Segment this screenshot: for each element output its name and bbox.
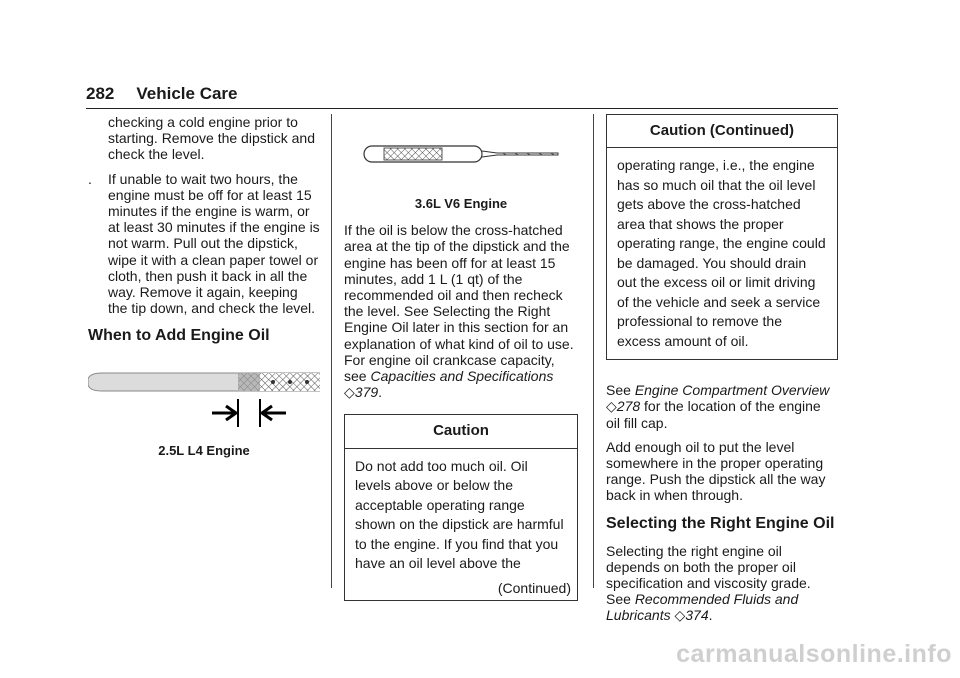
column-right xyxy=(606,114,838,632)
page-ref-icon: ◇ xyxy=(344,384,355,401)
paragraph-text: . xyxy=(708,607,713,624)
section-heading: When to Add Engine Oil xyxy=(88,327,270,345)
paragraph xyxy=(606,543,838,624)
paragraph: Add enough oil to put the level somewhere in the proper operating range. Push the dipstick all the way back in when through. xyxy=(606,438,826,504)
dipstick-figure-2-5l xyxy=(88,369,320,433)
paragraph-continued: checking a cold engine prior to starting. Remove the dipstick and check the level. xyxy=(108,114,315,163)
section-title: Vehicle Care xyxy=(136,84,238,103)
column-left xyxy=(88,114,320,460)
section-heading: Selecting the Right Engine Oil xyxy=(606,514,835,532)
cross-reference-link[interactable]: Recommended Fluids and Lubricants xyxy=(606,591,799,624)
watermark: carmanualsonline.info xyxy=(676,640,952,668)
figure-caption: 3.6L V6 Engine xyxy=(414,196,508,211)
paragraph xyxy=(606,382,838,431)
caution-title: Caution (Continued) xyxy=(607,115,837,148)
paragraph xyxy=(344,222,578,400)
bullet-marker: . xyxy=(88,170,92,187)
page-ref-number[interactable]: 379 xyxy=(354,384,379,401)
page-header xyxy=(86,84,238,104)
page-number: 282 xyxy=(86,84,115,103)
page-ref-icon: ◇ xyxy=(674,607,686,624)
column-middle xyxy=(344,114,578,601)
column-divider xyxy=(331,114,332,588)
page-ref-icon: ◇ xyxy=(606,398,617,415)
page-ref-number[interactable]: 374 xyxy=(685,607,709,624)
caution-box-continued xyxy=(606,114,838,360)
paragraph-text: Selecting the right engine oil depends on both the proper oil specification and viscosity grade. See xyxy=(606,542,811,608)
caution-box xyxy=(344,414,578,600)
paragraph-text: See xyxy=(606,382,635,399)
caution-text: Do not add too much oil. Oil levels above or below the acceptable operating range shown on the dipstick are harmful to the engine. If you find that you have an oil level above the xyxy=(355,457,564,572)
page-ref-number[interactable]: 278 xyxy=(616,398,641,415)
paragraph-text: for the location of the engine oil fill cap. xyxy=(606,398,821,431)
header-rule xyxy=(86,108,838,109)
figure-caption: 2.5L L4 Engine xyxy=(158,443,250,459)
column-divider xyxy=(593,114,594,588)
cross-reference-link[interactable]: Engine Compartment Overview xyxy=(634,382,830,399)
paragraph-text: . xyxy=(378,384,383,401)
continued-label: (Continued) xyxy=(497,579,571,596)
dipstick-figure-3-6l xyxy=(362,142,578,166)
caution-text: operating range, i.e., the engine has so much oil that the oil level gets above the cross-hatched area that shows the proper operating range, the engine could be damaged. You should drain out the excess oil or limit driving of the vehicle and seek a service professional to remove the excess amount of oil. xyxy=(617,157,826,349)
list-item xyxy=(88,171,320,317)
caution-title: Caution xyxy=(345,415,577,448)
paragraph-text: If the oil is below the cross-hatched area at the tip of the dipstick and the engine has been off for at least 15 minutes, add 1 L (1 qt) of the recommended oil and then recheck the level. See Selecting the Right Engine Oil later in this section for an explanation of what kind of oil to use. For engine oil crankcase capacity, see xyxy=(344,222,574,385)
bullet-text: If unable to wait two hours, the engine must be off for at least 15 minutes if the engine is warm, or at least 30 minutes if the engine is not warm. Pull out the dipstick, wipe it with a clean paper towel or cloth, then push it back in all the way. Remove it again, keeping the tip down, and check the level. xyxy=(108,170,320,317)
cross-reference-link[interactable]: Capacities and Specifications xyxy=(370,368,554,385)
